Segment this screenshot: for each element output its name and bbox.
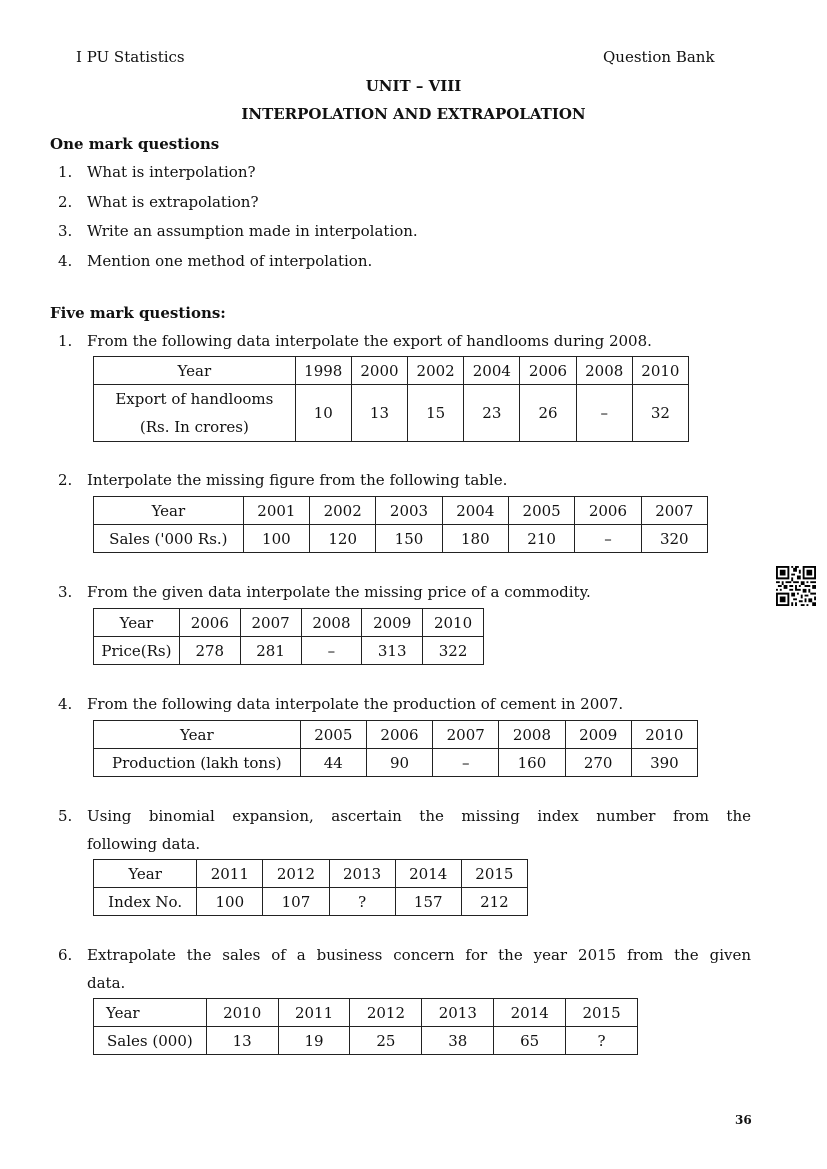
table-cell: 25 [350, 1027, 422, 1055]
table-cell: 2012 [263, 860, 329, 888]
table-cell: 157 [395, 888, 461, 916]
question-text: From the following data interpolate the export of handlooms during 2008. [87, 332, 652, 350]
table-cell: 23 [464, 385, 520, 442]
q3-table [93, 608, 484, 665]
table-cell: 2006 [575, 497, 641, 525]
five-mark-q5 [58, 807, 751, 825]
table-cell: 44 [300, 749, 366, 777]
question-number: 3. [58, 222, 73, 240]
table-cell: 2011 [197, 860, 263, 888]
question-text: From the following data interpolate the production of cement in 2007. [87, 695, 624, 713]
row-label-line: Export of handlooms [115, 390, 274, 408]
table-cell: 65 [494, 1027, 566, 1055]
table-cell: 10 [295, 385, 351, 442]
table-cell: 2015 [461, 860, 527, 888]
question-text: Extrapolate the sales of a business concern for the year 2015 from the given [87, 946, 751, 964]
table-cell: 13 [351, 385, 407, 442]
question-number: 6. [58, 946, 73, 964]
table-cell: 32 [632, 385, 688, 442]
q1-table [93, 356, 689, 442]
qr-code-icon [776, 566, 816, 606]
table-cell: 2002 [408, 357, 464, 385]
five-mark-q2 [58, 471, 507, 489]
row-label: Year [94, 497, 244, 525]
table-cell: 38 [422, 1027, 494, 1055]
question-text: What is extrapolation? [87, 193, 259, 211]
table-cell: 2007 [433, 721, 499, 749]
table-row [94, 385, 689, 442]
table-cell: 2004 [442, 497, 508, 525]
question-number: 4. [58, 695, 73, 713]
row-label: Year [94, 609, 180, 637]
table-cell: 2006 [179, 609, 240, 637]
table-cell: 2000 [351, 357, 407, 385]
table-cell: ? [329, 888, 395, 916]
table-cell: 26 [520, 385, 576, 442]
one-mark-q3 [58, 222, 418, 240]
five-mark-q6-cont: data. [87, 974, 126, 992]
table-cell: 2010 [631, 721, 697, 749]
question-text: Interpolate the missing figure from the following table. [87, 471, 508, 489]
table-cell: – [575, 525, 641, 553]
table-cell: 2015 [566, 999, 638, 1027]
question-text: Mention one method of interpolation. [87, 252, 373, 270]
one-mark-heading: One mark questions [50, 135, 220, 153]
q2-table [93, 496, 708, 553]
one-mark-q4 [58, 252, 372, 270]
table-cell: 390 [631, 749, 697, 777]
question-number: 2. [58, 193, 73, 211]
question-text: Write an assumption made in interpolation. [87, 222, 418, 240]
table-cell: 2001 [243, 497, 309, 525]
table-cell: 313 [362, 637, 423, 665]
five-mark-q6 [58, 946, 751, 964]
table-cell: 19 [278, 1027, 350, 1055]
row-label: Sales (000) [94, 1027, 207, 1055]
table-cell: – [576, 385, 632, 442]
table-cell: 2007 [240, 609, 301, 637]
table-cell: 100 [197, 888, 263, 916]
table-cell: 15 [408, 385, 464, 442]
table-row [94, 1027, 638, 1055]
table-cell: 2010 [632, 357, 688, 385]
five-mark-q3 [58, 583, 591, 601]
row-label: Production (lakh tons) [94, 749, 301, 777]
header-left: I PU Statistics [76, 48, 185, 66]
header-right: Question Bank [603, 48, 715, 66]
five-mark-q1 [58, 332, 652, 350]
row-label: Year [94, 721, 301, 749]
table-row [94, 357, 689, 385]
table-row [94, 749, 698, 777]
table-row [94, 609, 484, 637]
table-cell: 278 [179, 637, 240, 665]
table-cell: 2014 [395, 860, 461, 888]
table-cell: 2005 [300, 721, 366, 749]
question-number: 3. [58, 583, 73, 601]
table-cell: 322 [423, 637, 484, 665]
table-row [94, 637, 484, 665]
table-row [94, 497, 708, 525]
table-cell: 2006 [366, 721, 432, 749]
table-cell: 107 [263, 888, 329, 916]
table-cell: 2002 [310, 497, 376, 525]
table-cell: 2013 [422, 999, 494, 1027]
table-row [94, 860, 528, 888]
five-mark-heading: Five mark questions: [50, 304, 226, 322]
table-cell: 1998 [295, 357, 351, 385]
table-cell: 90 [366, 749, 432, 777]
question-number: 2. [58, 471, 73, 489]
table-cell: 2009 [565, 721, 631, 749]
row-label: Year [94, 357, 296, 385]
row-label: Year [94, 860, 197, 888]
q5-table [93, 859, 528, 916]
question-number: 4. [58, 252, 73, 270]
table-cell: ? [566, 1027, 638, 1055]
table-cell: 2007 [641, 497, 707, 525]
table-cell: 2010 [423, 609, 484, 637]
table-cell: 2003 [376, 497, 442, 525]
row-label: Index No. [94, 888, 197, 916]
table-cell: – [301, 637, 362, 665]
table-cell: 2011 [278, 999, 350, 1027]
table-cell: 2010 [206, 999, 278, 1027]
table-cell: 120 [310, 525, 376, 553]
question-number: 1. [58, 332, 73, 350]
table-cell: 2005 [508, 497, 574, 525]
five-mark-q4 [58, 695, 623, 713]
table-cell: 160 [499, 749, 565, 777]
table-cell: 180 [442, 525, 508, 553]
q4-table [93, 720, 698, 777]
row-label: Price(Rs) [94, 637, 180, 665]
table-row [94, 721, 698, 749]
page-number: 36 [735, 1113, 752, 1127]
question-number: 5. [58, 807, 73, 825]
table-cell: 2008 [301, 609, 362, 637]
table-cell: 270 [565, 749, 631, 777]
table-cell: 320 [641, 525, 707, 553]
table-row [94, 999, 638, 1027]
row-label-line: (Rs. In crores) [139, 418, 249, 436]
table-cell: 2008 [499, 721, 565, 749]
table-cell: 2014 [494, 999, 566, 1027]
question-number: 1. [58, 163, 73, 181]
table-cell: 2012 [350, 999, 422, 1027]
row-label: Sales ('000 Rs.) [94, 525, 244, 553]
q6-table [93, 998, 638, 1055]
question-text: From the given data interpolate the missing price of a commodity. [87, 583, 591, 601]
one-mark-q2 [58, 193, 259, 211]
five-mark-q5-cont: following data. [87, 835, 201, 853]
table-cell: – [433, 749, 499, 777]
table-cell: 2004 [464, 357, 520, 385]
table-row [94, 525, 708, 553]
table-cell: 212 [461, 888, 527, 916]
table-cell: 150 [376, 525, 442, 553]
row-label [94, 385, 296, 442]
table-cell: 2013 [329, 860, 395, 888]
unit-title: UNIT – VIII [365, 77, 462, 95]
table-cell: 210 [508, 525, 574, 553]
chapter-title: INTERPOLATION AND EXTRAPOLATION [241, 105, 586, 123]
row-label: Year [94, 999, 207, 1027]
table-cell: 13 [206, 1027, 278, 1055]
table-cell: 281 [240, 637, 301, 665]
question-text: Using binomial expansion, ascertain the missing index number from the [87, 807, 751, 825]
table-cell: 2006 [520, 357, 576, 385]
question-text: What is interpolation? [87, 163, 256, 181]
table-cell: 100 [243, 525, 309, 553]
table-row [94, 888, 528, 916]
table-cell: 2008 [576, 357, 632, 385]
one-mark-q1 [58, 163, 256, 181]
table-cell: 2009 [362, 609, 423, 637]
